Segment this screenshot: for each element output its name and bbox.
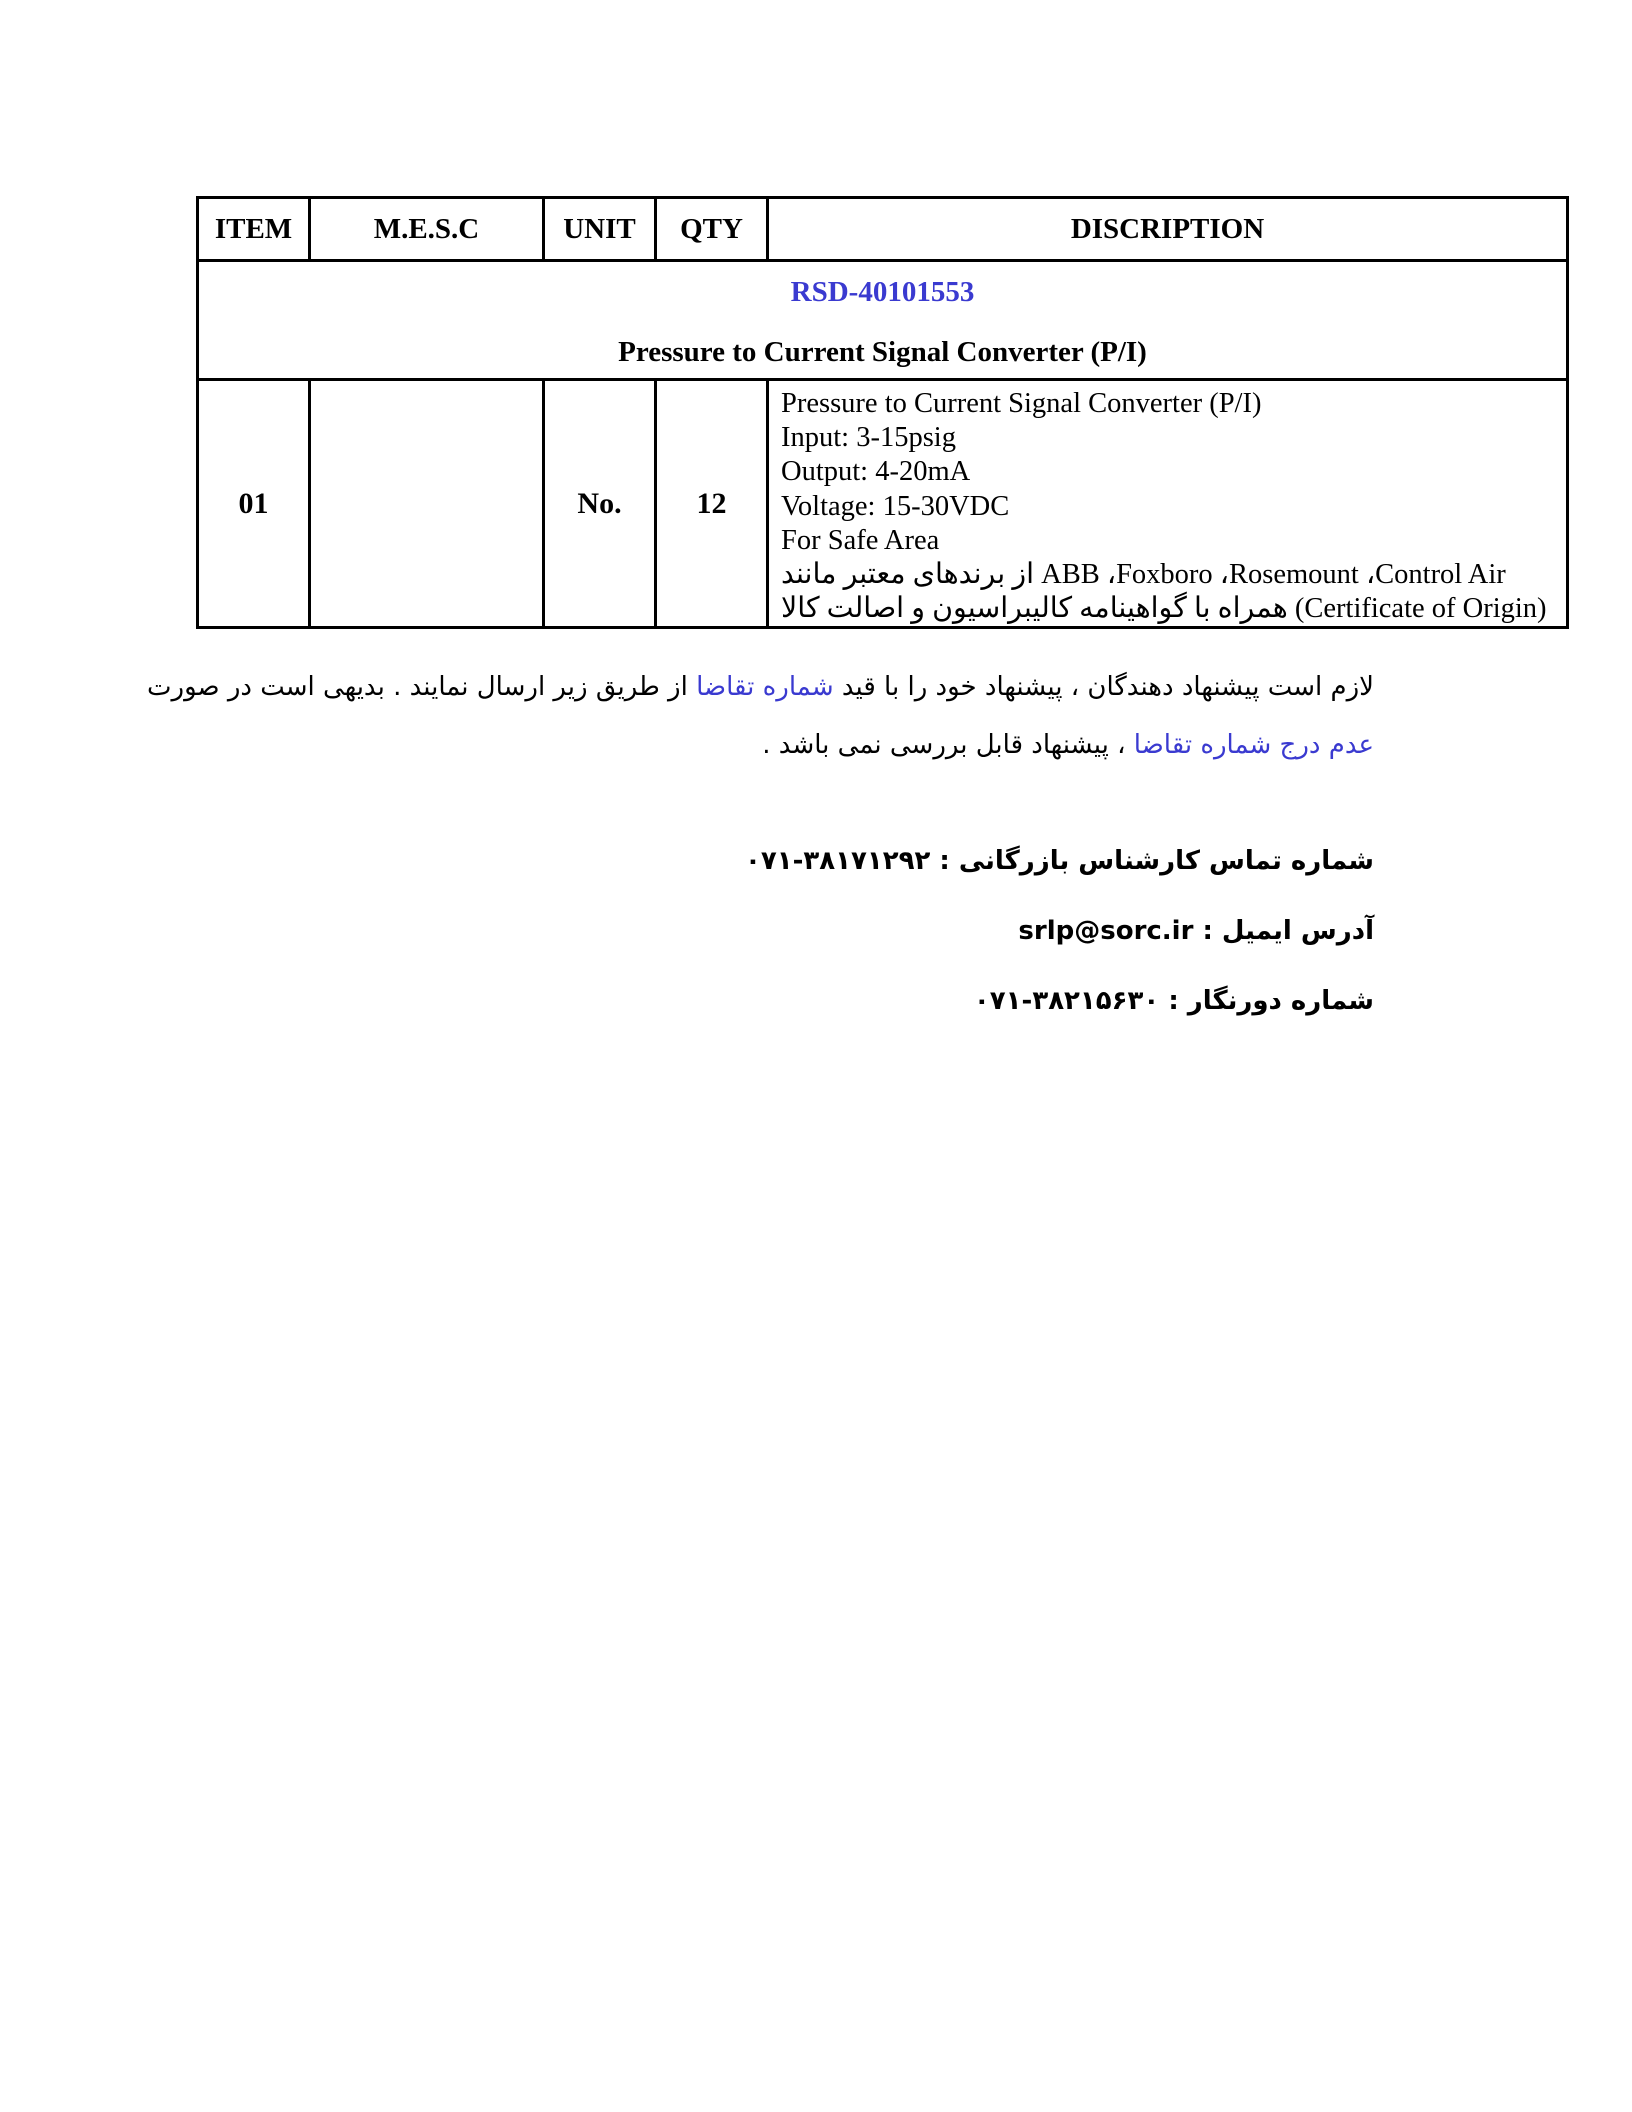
fax-value: ۰۷۱-۳۸۲۱۵۶۳۰ [973, 986, 1160, 1016]
table-header-row [198, 198, 1568, 261]
notice-text: لازم است پیشنهاد دهندگان ، پیشنهاد خود را با قید [833, 672, 1374, 702]
email-value: srlp@sorc.ir [1018, 916, 1194, 946]
items-table [196, 196, 1569, 629]
description-line-brands: از برندهای معتبر مانند ABB ،Foxboro ،Rosemount ،Control Air [781, 559, 1506, 591]
cell-unit: No. [544, 380, 656, 628]
email-label: آدرس ایمیل : [1193, 916, 1374, 946]
description-line: Output: 4-20mA [781, 456, 971, 488]
request-code: RSD-40101553 [790, 276, 975, 308]
description-line: Voltage: 15-30VDC [781, 490, 1010, 522]
cell-qty: 12 [656, 380, 768, 628]
header-mesc: M.E.S.C [310, 198, 544, 261]
cell-item: 01 [198, 380, 310, 628]
description-line: Input: 3-15psig [781, 422, 956, 454]
header-description: DISCRIPTION [768, 198, 1568, 261]
missing-request-number-highlight: عدم درج شماره تقاضا [1133, 730, 1374, 760]
phone-label: شماره تماس کارشناس بازرگانی : [930, 846, 1374, 876]
description-line-certificate: همراه با گواهینامه کالیبراسیون و اصالت کالا (Certificate of Origin) [781, 593, 1547, 625]
banner-cell [198, 261, 1568, 380]
description-line: Pressure to Current Signal Converter (P/I) [781, 388, 1262, 419]
notice-line-2 [762, 730, 1374, 760]
contact-fax [974, 986, 1374, 1016]
request-number-highlight: شماره تقاضا [696, 672, 834, 702]
cell-description [768, 380, 1568, 628]
description-lines [769, 381, 1566, 626]
header-qty: QTY [656, 198, 768, 261]
header-item: ITEM [198, 198, 310, 261]
contact-email [1018, 916, 1374, 946]
phone-value: ۰۷۱-۳۸۱۷۱۲۹۲ [744, 846, 931, 876]
notice-text: از طریق زیر ارسال نمایند . بدیهی است در صورت [147, 672, 697, 702]
description-line: For Safe Area [781, 524, 940, 556]
contact-phone [745, 846, 1374, 876]
banner-title: Pressure to Current Signal Converter (P/I) [618, 336, 1147, 368]
cell-mesc [310, 380, 544, 628]
notice-line-1 [147, 672, 1374, 702]
notice-text: ، پیشنهاد قابل بررسی نمی باشد . [762, 730, 1134, 760]
header-unit: UNIT [544, 198, 656, 261]
banner-row [198, 261, 1568, 380]
table-row [198, 380, 1568, 628]
fax-label: شماره دورنگار : [1159, 986, 1374, 1016]
